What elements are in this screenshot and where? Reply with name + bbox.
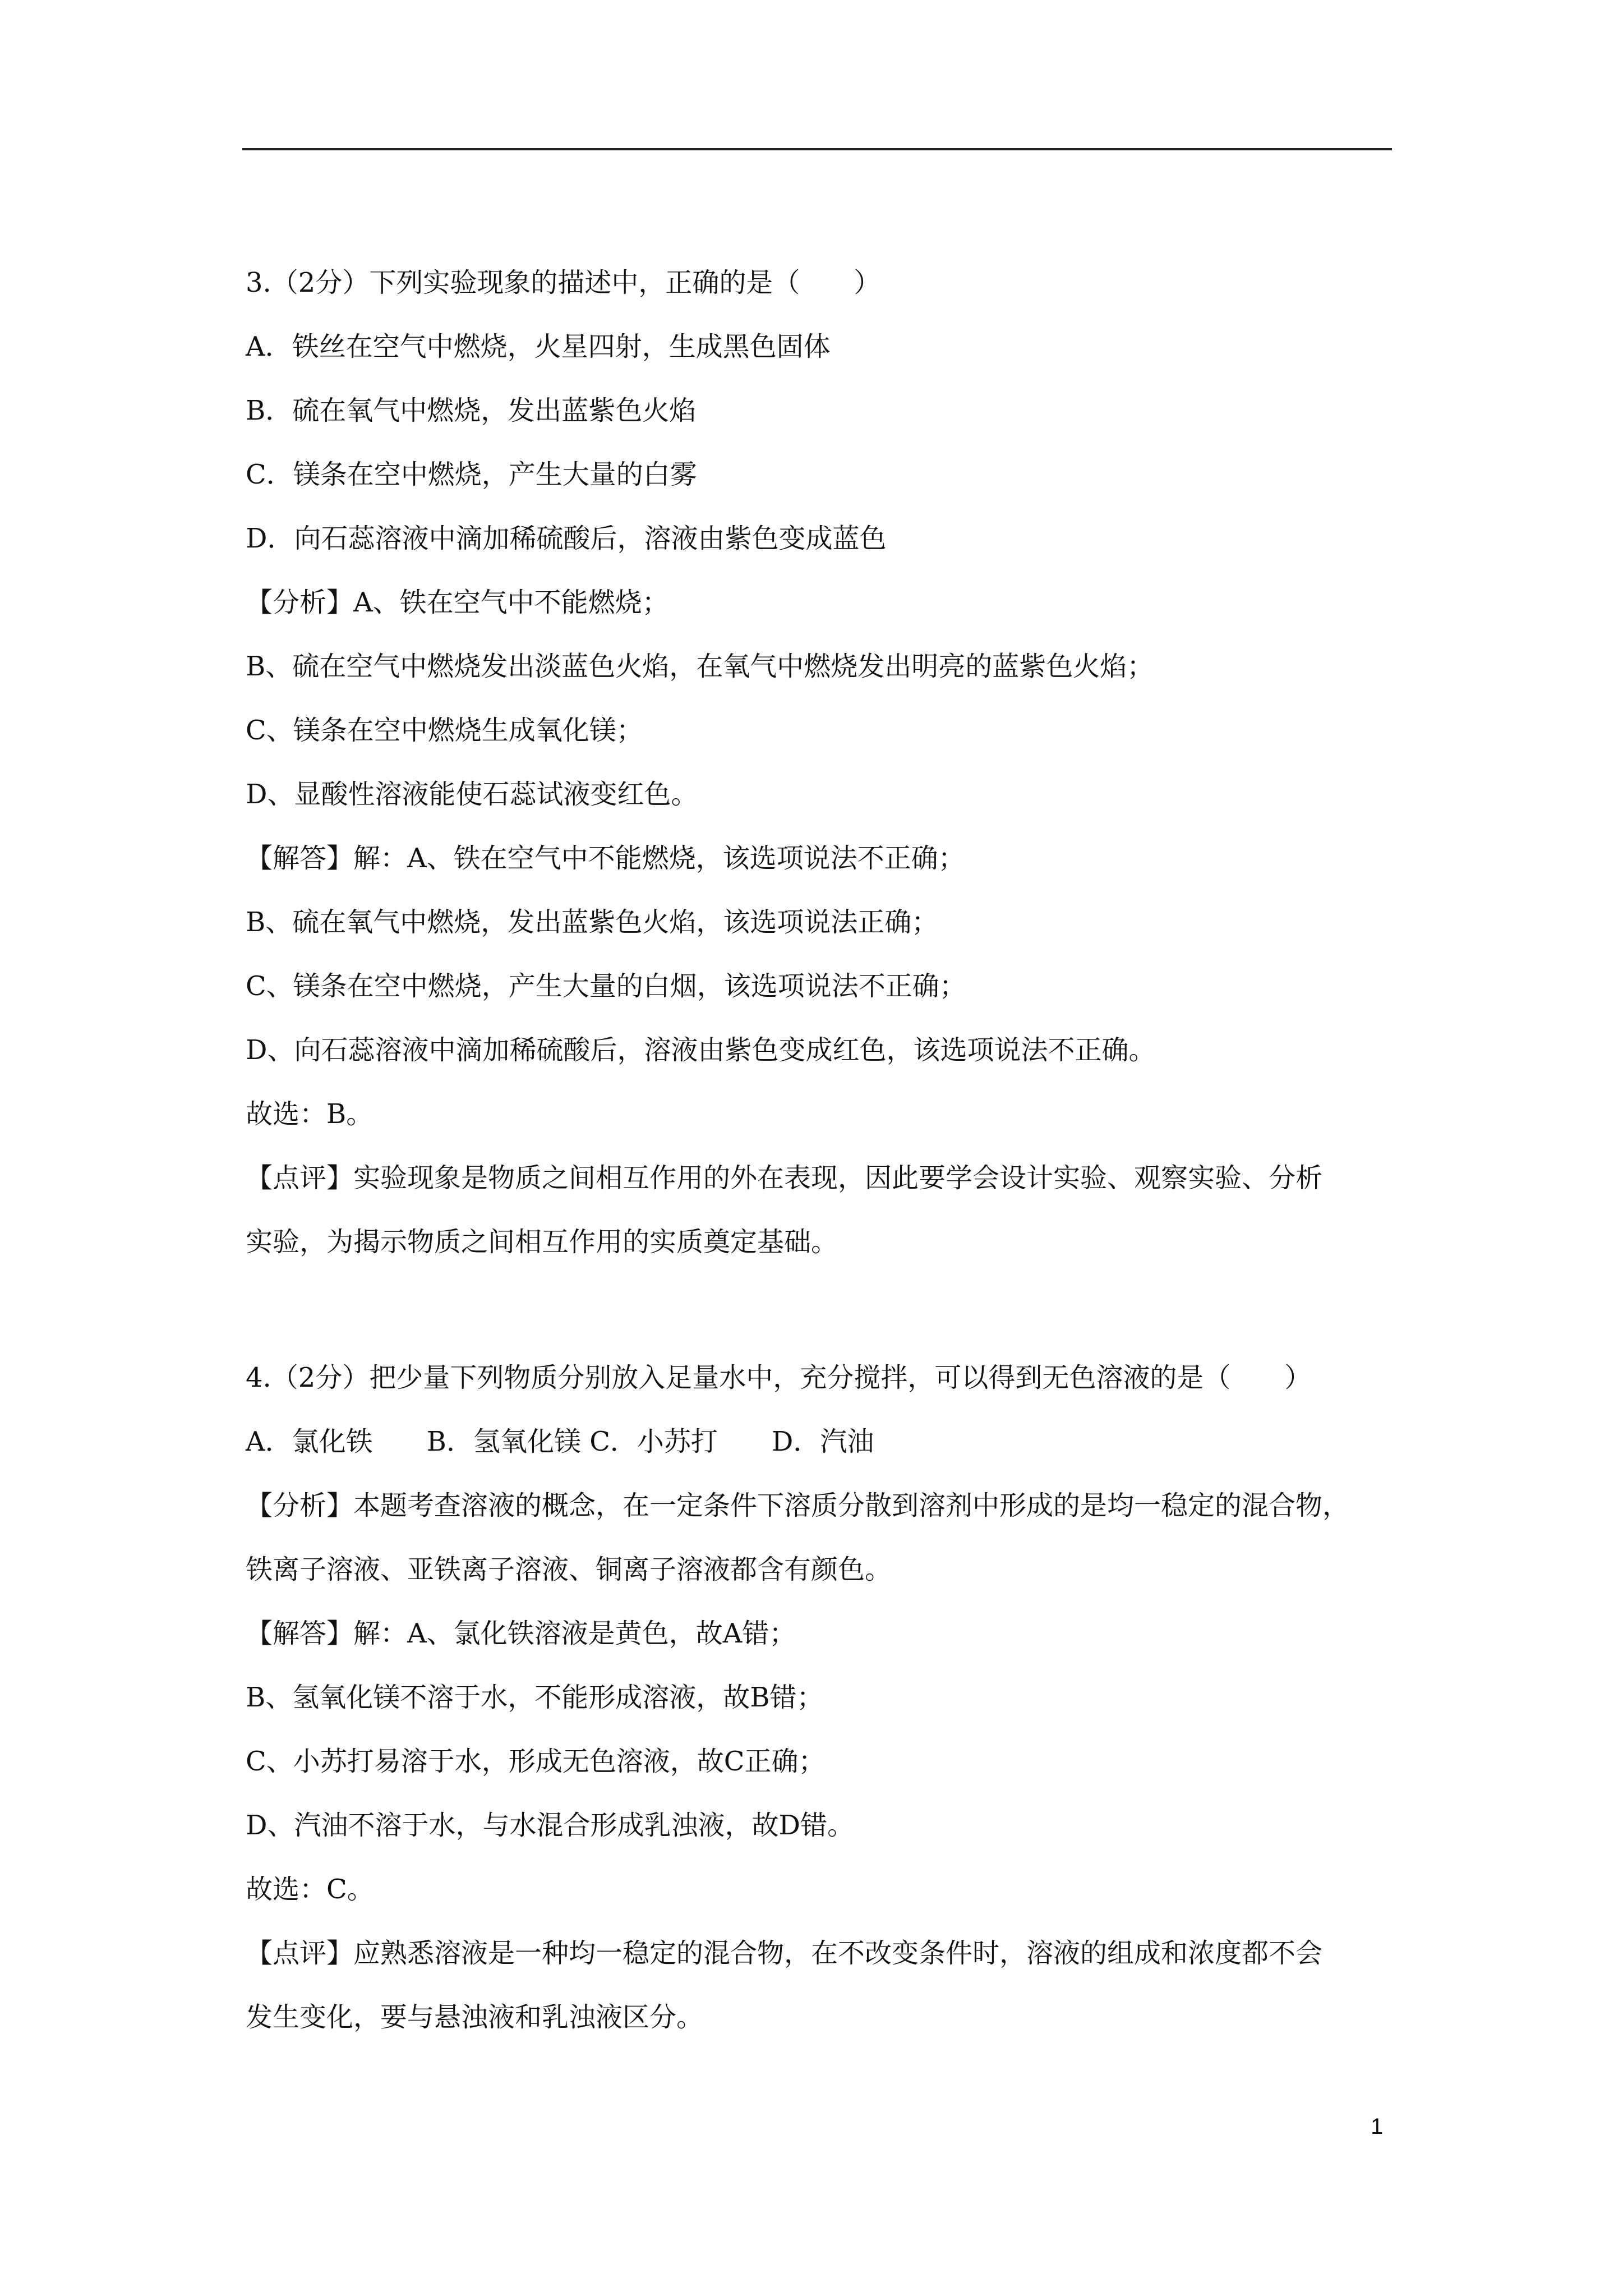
- question-3-solution: D、向石蕊溶液中滴加稀硫酸后，溶液由紫色变成红色，该选项说法不正确。: [246, 1034, 1156, 1066]
- header-rule: [242, 148, 1392, 150]
- question-3-solution: B、硫在氧气中燃烧，发出蓝紫色火焰，该选项说法正确；: [246, 907, 939, 938]
- page-number: 1: [1371, 2114, 1384, 2139]
- question-3-option-b: B．硫在氧气中燃烧，发出蓝紫色火焰: [246, 395, 697, 426]
- question-4-analysis: 铁离子溶液、亚铁离子溶液、铜离子溶液都含有颜色。: [246, 1554, 892, 1585]
- question-3-answer: 故选：B。: [246, 1098, 374, 1130]
- question-3-analysis: 【分析】A、铁在空气中不能燃烧；: [246, 587, 669, 618]
- question-3-option-a: A．铁丝在空气中燃烧，火星四射，生成黑色固体: [246, 331, 831, 362]
- question-4-options: A．氯化铁 B．氢氧化镁 C．小苏打 D．汽油: [246, 1426, 874, 1457]
- question-3-analysis: B、硫在空气中燃烧发出淡蓝色火焰，在氧气中燃烧发出明亮的蓝紫色火焰；: [246, 651, 1154, 682]
- question-3-analysis: D、显酸性溶液能使石蕊试液变红色。: [246, 779, 698, 810]
- question-4-answer: 故选：C。: [246, 1874, 374, 1905]
- question-4-comment: 发生变化，要与悬浊液和乳浊液区分。: [246, 2001, 704, 2033]
- question-3-solution: C、镁条在空中燃烧，产生大量的白烟，该选项说法不正确；: [246, 970, 966, 1002]
- question-4-solution: D、汽油不溶于水，与水混合形成乳浊液，故D错。: [246, 1810, 854, 1841]
- question-4-analysis: 【分析】本题考查溶液的概念，在一定条件下溶质分散到溶剂中形成的是均一稳定的混合物，: [246, 1490, 1350, 1521]
- question-4-solution: C、小苏打易溶于水，形成无色溶液，故C正确；: [246, 1746, 826, 1777]
- question-3-comment: 【点评】实验现象是物质之间相互作用的外在表现，因此要学会设计实验、观察实验、分析: [246, 1162, 1323, 1194]
- question-4-solution: 【解答】解：A、氯化铁溶液是黄色，故A错；: [246, 1618, 796, 1649]
- question-3-option-d: D．向石蕊溶液中滴加稀硫酸后，溶液由紫色变成蓝色: [246, 523, 887, 554]
- question-3-stem: 3.（2分）下列实验现象的描述中，正确的是（ ）: [246, 267, 881, 298]
- question-4-solution: B、氢氧化镁不溶于水，不能形成溶液，故B错；: [246, 1682, 824, 1713]
- question-3-solution: 【解答】解：A、铁在空气中不能燃烧，该选项说法不正确；: [246, 843, 965, 874]
- question-3-analysis: C、镁条在空中燃烧生成氧化镁；: [246, 715, 643, 746]
- question-3-option-c: C．镁条在空中燃烧，产生大量的白雾: [246, 459, 697, 490]
- question-4-comment: 【点评】应熟悉溶液是一种均一稳定的混合物，在不改变条件时，溶液的组成和浓度都不会: [246, 1938, 1323, 1969]
- question-3-comment: 实验，为揭示物质之间相互作用的实质奠定基础。: [246, 1226, 838, 1258]
- question-4-stem: 4.（2分）把少量下列物质分别放入足量水中，充分搅拌，可以得到无色溶液的是（ ）: [246, 1362, 1312, 1393]
